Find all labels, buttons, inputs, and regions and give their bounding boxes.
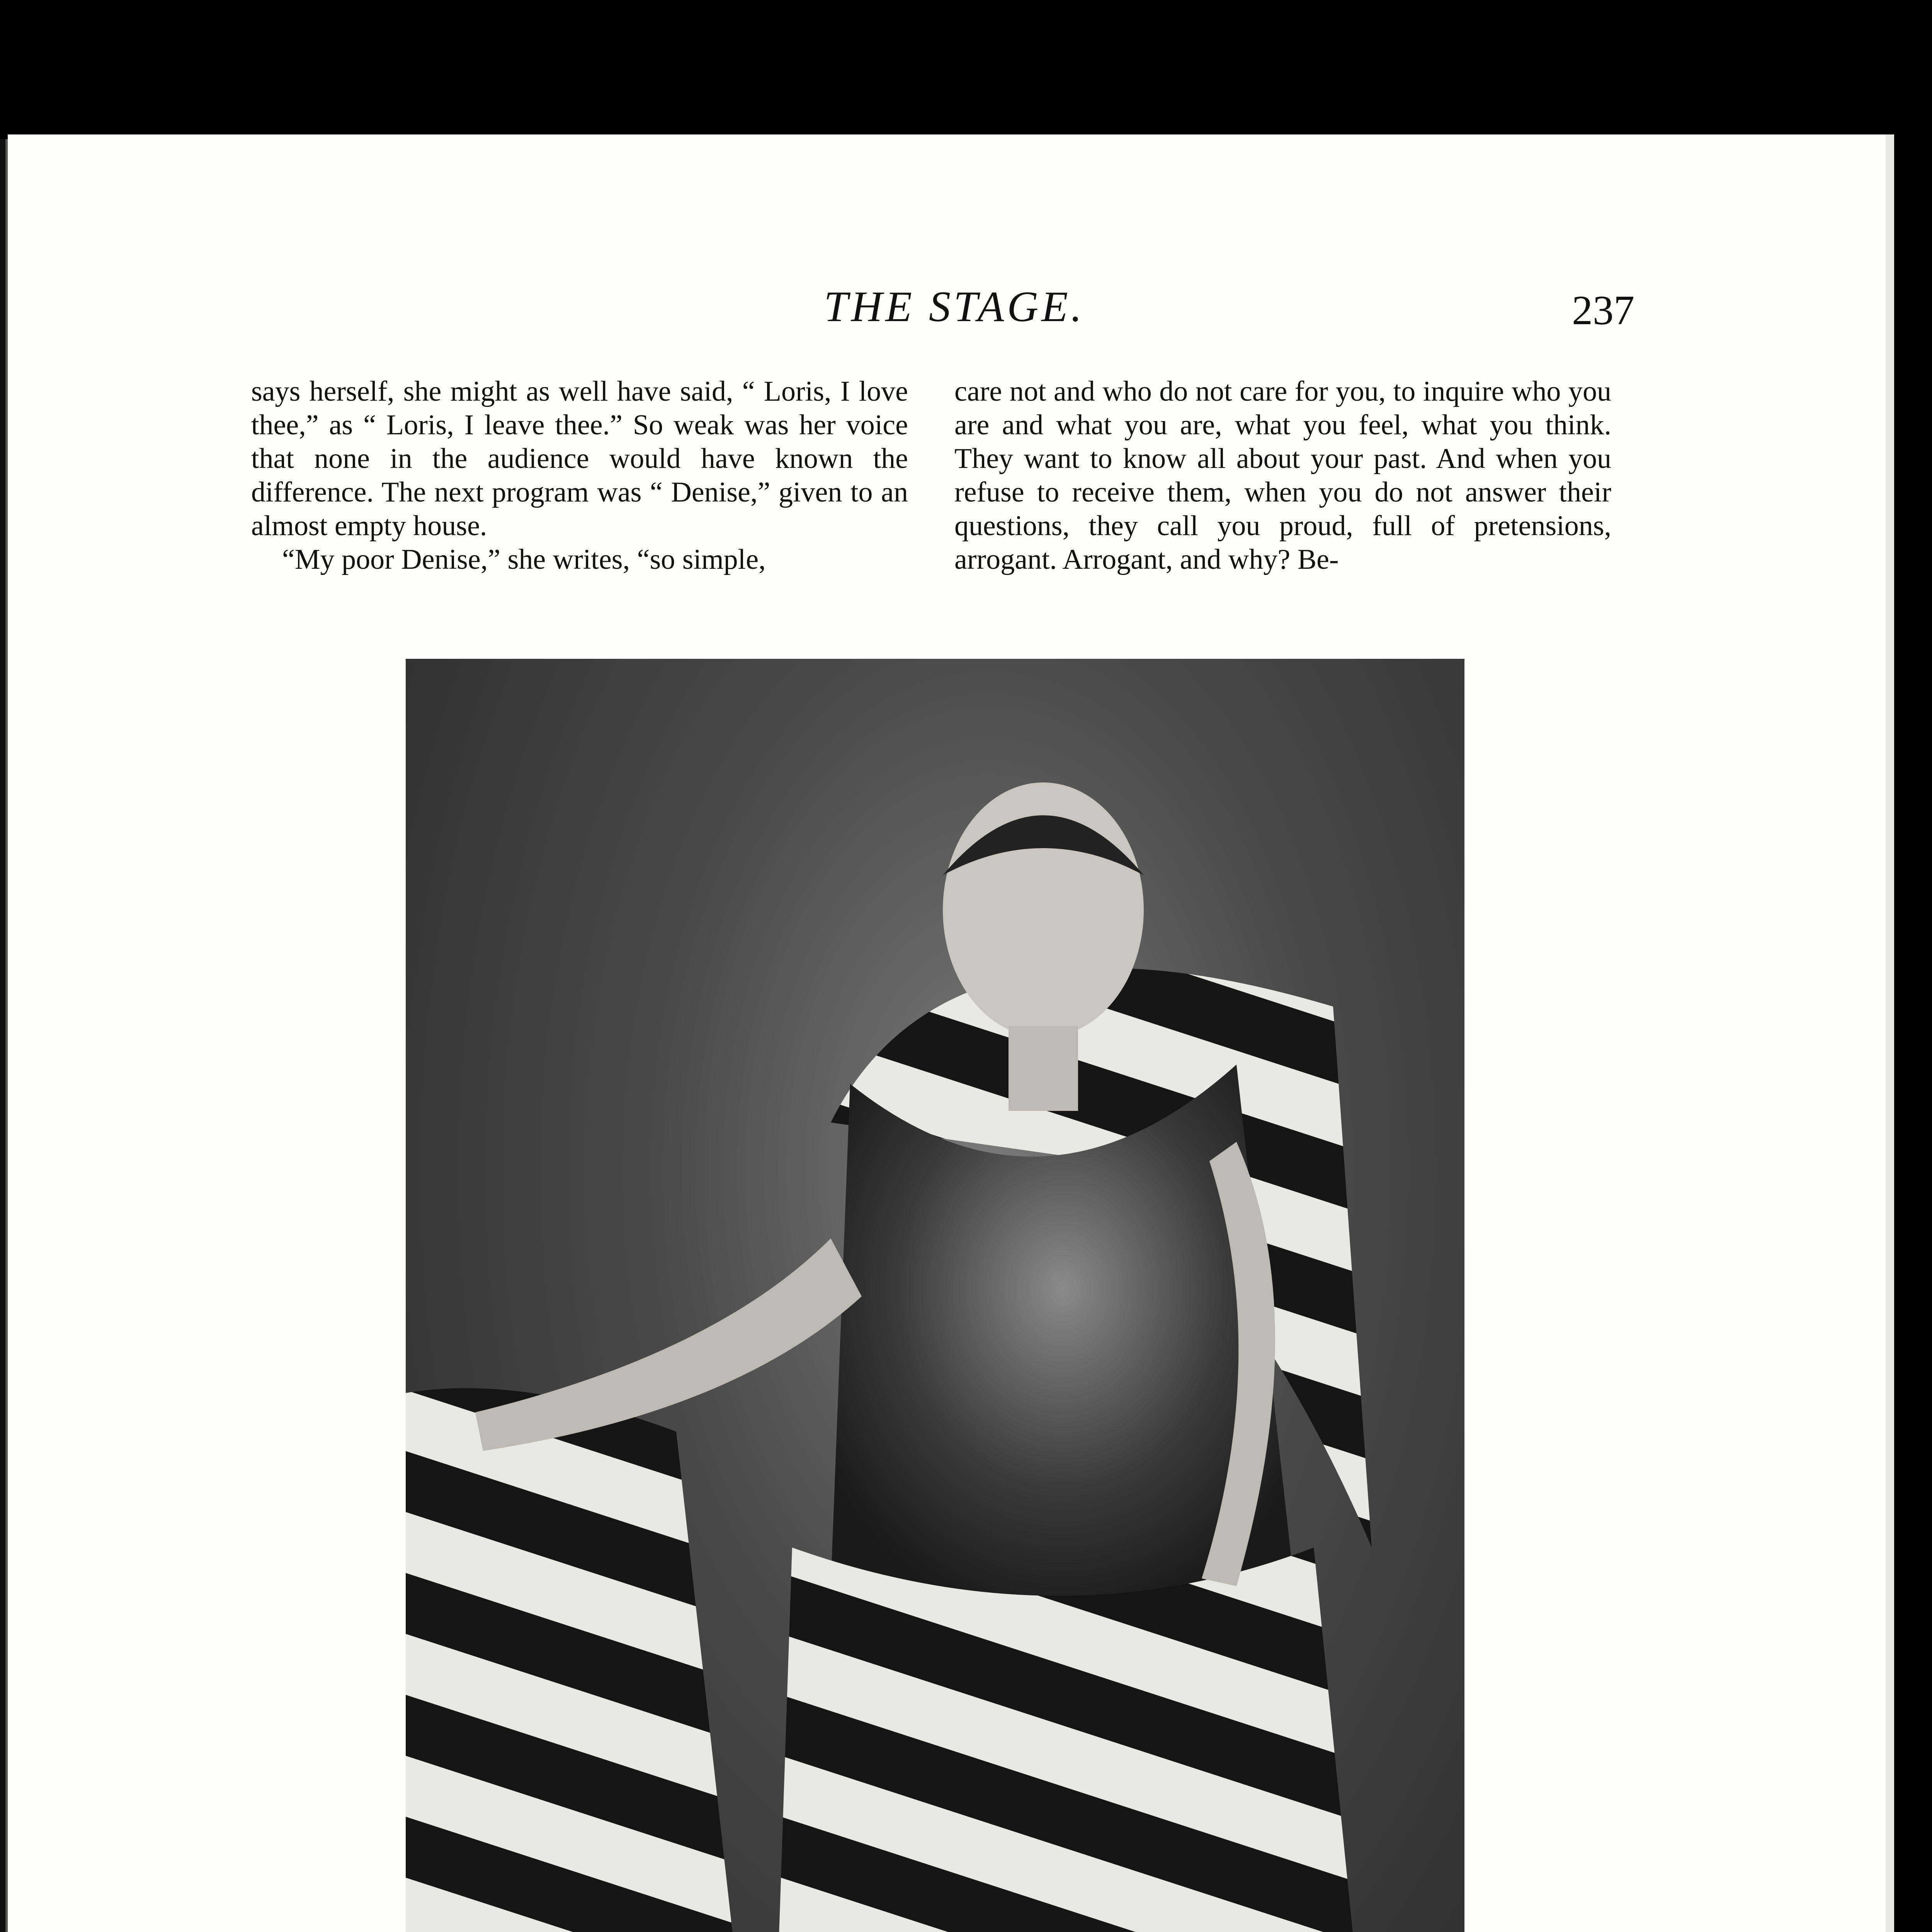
text-column-top-right <box>954 375 1611 577</box>
text-column-top-left <box>251 375 908 577</box>
paragraph: says herself, she might as well have said, “ Loris, I love thee,” as “ Loris, I leave thee.” So weak was her voice that none in the audience would have known the difference. The next program was “ Denise,” given to an almost empty house. <box>251 376 908 542</box>
paragraph: “My poor Denise,” she writes, “so simple, <box>282 544 766 575</box>
running-head: THE STAGE. <box>824 283 1085 331</box>
page-edge <box>1886 134 1894 1932</box>
portrait-photograph <box>406 659 1464 1932</box>
page-number: 237 <box>1572 287 1634 333</box>
paragraph: care not and who do not care for you, to inquire who you are and what you are, what you feel, what you think. They want to know all about your past. And when you refuse to receive them, when you do not answer their questions, they call you proud, full of pretensions, arrogant. Arrogant, and why? Be- <box>954 376 1611 575</box>
portrait-illustration <box>406 659 1464 1932</box>
